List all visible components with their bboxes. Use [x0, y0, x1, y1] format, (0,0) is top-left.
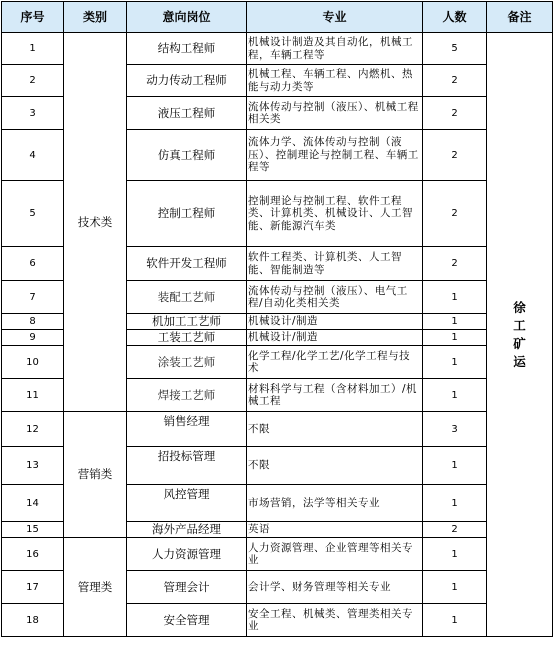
- position-cell: 人力资源管理: [127, 538, 247, 571]
- position-cell: 结构工程师: [127, 33, 247, 65]
- major-cell: 控制理论与控制工程、软件工程类、计算机类、机械设计、人工智能、新能源汽车类: [247, 181, 423, 247]
- count-cell: 1: [423, 379, 487, 412]
- position-cell: 海外产品经理: [127, 522, 247, 538]
- header-category: 类别: [64, 2, 127, 33]
- count-cell: 1: [423, 314, 487, 330]
- position-cell: 机加工工艺师: [127, 314, 247, 330]
- major-cell: 机械工程、车辆工程、内燃机、热能与动力类等: [247, 65, 423, 97]
- seq-cell: 16: [2, 538, 64, 571]
- count-cell: 2: [423, 130, 487, 181]
- position-cell: 管理会计: [127, 571, 247, 604]
- table-row: [2, 33, 553, 65]
- position-cell: 风控管理: [127, 485, 247, 522]
- seq-cell: 15: [2, 522, 64, 538]
- seq-cell: 1: [2, 33, 64, 65]
- major-cell: 机械设计/制造: [247, 314, 423, 330]
- count-cell: 1: [423, 330, 487, 346]
- seq-cell: 9: [2, 330, 64, 346]
- seq-cell: 17: [2, 571, 64, 604]
- position-cell: 软件开发工程师: [127, 247, 247, 281]
- header-position: 意向岗位: [127, 2, 247, 33]
- count-cell: 1: [423, 346, 487, 379]
- seq-cell: 10: [2, 346, 64, 379]
- count-cell: 2: [423, 181, 487, 247]
- major-cell: 会计学、财务管理等相关专业: [247, 571, 423, 604]
- category-cell-management: 管理类: [64, 538, 127, 637]
- major-cell: 软件工程类、计算机类、人工智能、智能制造等: [247, 247, 423, 281]
- major-cell: 材料科学与工程（含材料加工）/机械工程: [247, 379, 423, 412]
- seq-cell: 3: [2, 97, 64, 130]
- position-cell: 安全管理: [127, 604, 247, 637]
- header-major: 专业: [247, 2, 423, 33]
- major-cell: 机械设计制造及其自动化，机械工程，车辆工程等: [247, 33, 423, 65]
- seq-cell: 7: [2, 281, 64, 314]
- position-cell: 招投标管理: [127, 447, 247, 485]
- seq-cell: 14: [2, 485, 64, 522]
- position-cell: 销售经理: [127, 412, 247, 447]
- count-cell: 1: [423, 604, 487, 637]
- seq-cell: 11: [2, 379, 64, 412]
- seq-cell: 6: [2, 247, 64, 281]
- count-cell: 2: [423, 522, 487, 538]
- header-note: 备注: [487, 2, 553, 33]
- category-cell-marketing: 营销类: [64, 412, 127, 538]
- table-row: [2, 538, 553, 571]
- header-row: [2, 2, 553, 33]
- major-cell: 流体力学、流体传动与控制（液压）、控制理论与控制工程、车辆工程等: [247, 130, 423, 181]
- count-cell: 3: [423, 412, 487, 447]
- category-cell-tech: 技术类: [64, 33, 127, 412]
- major-cell: 市场营销，法学等相关专业: [247, 485, 423, 522]
- major-cell: 人力资源管理、企业管理等相关专业: [247, 538, 423, 571]
- count-cell: 1: [423, 485, 487, 522]
- seq-cell: 4: [2, 130, 64, 181]
- position-cell: 控制工程师: [127, 181, 247, 247]
- major-cell: 流体传动与控制（液压）、电气工程/自动化类相关类: [247, 281, 423, 314]
- seq-cell: 2: [2, 65, 64, 97]
- count-cell: 1: [423, 571, 487, 604]
- major-cell: 不限: [247, 412, 423, 447]
- position-cell: 工装工艺师: [127, 330, 247, 346]
- seq-cell: 18: [2, 604, 64, 637]
- header-seq: 序号: [2, 2, 64, 33]
- note-text: 徐工矿运: [513, 299, 526, 369]
- recruitment-table: [1, 1, 553, 637]
- note-cell: [487, 33, 553, 637]
- count-cell: 1: [423, 281, 487, 314]
- count-cell: 2: [423, 247, 487, 281]
- count-cell: 1: [423, 447, 487, 485]
- count-cell: 2: [423, 97, 487, 130]
- header-count: 人数: [423, 2, 487, 33]
- major-cell: 安全工程、机械类、管理类相关专业: [247, 604, 423, 637]
- seq-cell: 13: [2, 447, 64, 485]
- count-cell: 1: [423, 538, 487, 571]
- position-cell: 焊接工艺师: [127, 379, 247, 412]
- seq-cell: 8: [2, 314, 64, 330]
- count-cell: 5: [423, 33, 487, 65]
- table-row: [2, 412, 553, 447]
- major-cell: 英语: [247, 522, 423, 538]
- count-cell: 2: [423, 65, 487, 97]
- position-cell: 液压工程师: [127, 97, 247, 130]
- major-cell: 不限: [247, 447, 423, 485]
- major-cell: 流体传动与控制（液压）、机械工程相关类: [247, 97, 423, 130]
- seq-cell: 5: [2, 181, 64, 247]
- seq-cell: 12: [2, 412, 64, 447]
- major-cell: 机械设计/制造: [247, 330, 423, 346]
- position-cell: 仿真工程师: [127, 130, 247, 181]
- position-cell: 装配工艺师: [127, 281, 247, 314]
- position-cell: 动力传动工程师: [127, 65, 247, 97]
- position-cell: 涂装工艺师: [127, 346, 247, 379]
- major-cell: 化学工程/化学工艺/化学工程与技术: [247, 346, 423, 379]
